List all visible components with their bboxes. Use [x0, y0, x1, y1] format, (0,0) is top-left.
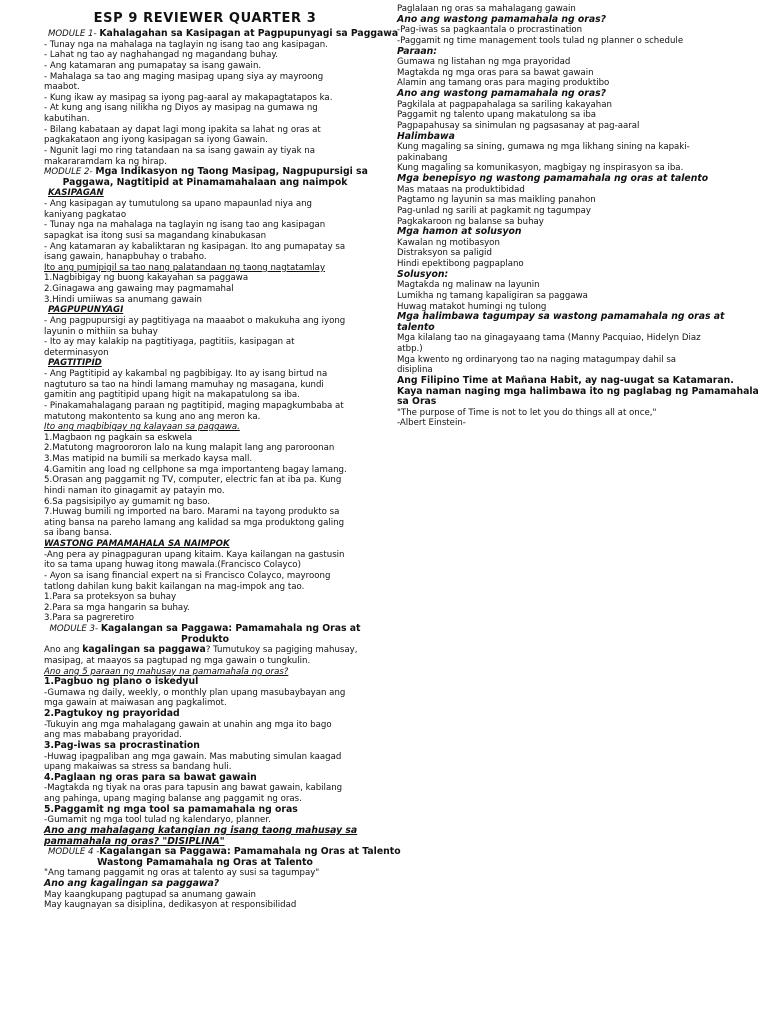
text-line: [44, 571, 366, 582]
text-run: -Gumamit ng mga tool tulad ng kalendaryo, planner.: [44, 815, 271, 826]
text-line: [44, 475, 366, 486]
text-line: [44, 72, 366, 83]
text-line: [44, 61, 366, 72]
text-run: 4.Gamitin ang load ng cellphone sa mga importanteng bagay lamang.: [44, 464, 347, 475]
text-line: [44, 507, 366, 518]
text-run: Paraan:: [397, 45, 437, 57]
text-run: Lumikha ng tamang kapaligiran sa paggawa: [397, 290, 588, 301]
text-run: Magtakda ng mga oras para sa bawat gawain: [397, 67, 594, 78]
text-line: [44, 454, 366, 465]
text-run: pakinabang: [397, 152, 448, 163]
text-line: [44, 369, 366, 380]
text-run: tatlong dahilan kung bakit kailangan na mag-impok ang tao.: [44, 581, 305, 592]
section-heading: [44, 358, 366, 369]
text-line: [44, 337, 366, 348]
text-line: [44, 412, 366, 423]
text-line: [44, 465, 366, 476]
text-line: [44, 125, 366, 136]
text-line: [44, 252, 366, 263]
text-run: Gumawa ng listahan ng mga prayoridad: [397, 57, 571, 68]
text-run: Magtakda ng malinaw na layunin: [397, 280, 540, 291]
text-run: Distraksyon sa paligid: [397, 248, 492, 259]
text-line: [397, 385, 759, 398]
text-line: [44, 890, 366, 901]
text-run: 4.Paglaan ng oras para sa bawat gawain: [44, 771, 257, 783]
text-run: MODULE 1-: [48, 29, 100, 39]
text-run: PAGTITIPID: [48, 358, 102, 369]
text-run: "The purpose of Time is not to let you do things all at once,": [397, 407, 657, 418]
text-run: sa ibang bansa.: [44, 528, 112, 539]
text-run: MODULE 3-: [49, 624, 101, 634]
text-line: [397, 57, 732, 68]
text-run: sa Oras: [397, 396, 437, 408]
subheading: [397, 15, 732, 26]
text-run: Solusyon:: [397, 268, 449, 280]
text-run: Halimbawa: [397, 130, 455, 142]
text-line: [44, 231, 366, 242]
text-run: kagalingan sa paggawa: [82, 644, 206, 656]
text-run: May kaugnayan sa disiplina, dedikasyon at responsibilidad: [44, 900, 297, 911]
text-line: [44, 135, 366, 146]
text-run: Mga Indikasyon ng Taong Masipag, Nagpupursigi sa: [95, 166, 368, 178]
text-line: [44, 390, 366, 401]
text-run: 2.Matutong magroororon lalo na kung malapit lang ang paroroonan: [44, 443, 335, 454]
left-column: [44, 8, 401, 911]
text-line: [397, 418, 732, 429]
numbered-subheading: [44, 741, 366, 752]
subheading: [397, 270, 732, 281]
numbered-subheading: [44, 709, 366, 720]
text-run: upang makaiwas sa stress sa bandang huli.: [44, 762, 232, 773]
text-run: 1.Magbaon ng pagkain sa eskwela: [44, 432, 193, 443]
text-run: Wastong Pamamahala ng Oras at Talento: [97, 856, 313, 868]
text-run: Ito ang magbibigay ng kalayaan sa paggawa.: [44, 422, 240, 433]
text-run: WASTONG PAMAMAHALA SA NAIMPOK: [44, 539, 230, 549]
subheading: [397, 47, 732, 58]
text-run: Kagalangan sa Paggawa: Pamamahala ng Oras at: [100, 623, 361, 634]
text-run: Kagalangan sa Paggawa: Pamamahala ng Oras at Talento: [99, 846, 401, 858]
text-line: [44, 82, 366, 93]
text-run: - Ang Pagtitipid ay kakambal ng pagbibigay. Ito ay isang birtud na: [44, 369, 328, 379]
text-run: -Ang pera ay pinagpaguran upang kitaim. Kaya kailangan na gastusin: [44, 549, 345, 560]
text-run: 5.Orasan ang paggamit ng TV, computer, electric fan at iba pa. Kung: [44, 475, 342, 486]
text-run: Ano ang mahalagang katangian ng isang taong mahusay sa: [44, 824, 358, 836]
text-run: sapagkat isa itong susi sa magandang kinabukasan: [44, 230, 267, 241]
text-line: [397, 110, 732, 121]
text-line: [44, 720, 366, 731]
text-run: MODULE 2-: [44, 167, 96, 178]
text-run: layunin o mithiin sa buhay: [44, 326, 158, 337]
text-run: PAGPUPUNYAGI: [48, 305, 124, 316]
text-run: Pag-unlad ng sarili at pagkamit ng tagumpay: [397, 205, 592, 216]
text-run: gamitin ang pagtitipid upang higit na makapatulong sa iba.: [44, 390, 300, 401]
text-line: [44, 645, 366, 656]
text-line: [44, 40, 366, 51]
numbered-subheading: [44, 677, 366, 688]
text-run: -Tukuyin ang mga mahalagang gawain at unahin ang mga ito bago: [44, 719, 332, 730]
text-line: [397, 344, 732, 355]
text-run: Pagpapahusay sa sinimulan ng pagsasanay at pag-aaral: [397, 120, 640, 131]
text-run: Ano ang: [44, 645, 83, 656]
text-line: [397, 248, 732, 259]
text-line: [44, 582, 366, 593]
text-run: Kung magaling sa komunikasyon, magbigay ng inspirasyon sa iba.: [397, 163, 684, 174]
text-run: - Ang pagpupursigi ay pagtitiyaga na maaabot o makukuha ang iyong: [44, 315, 346, 326]
text-run: Mga benepisyo ng wastong pamamahala ng oras at talento: [397, 173, 709, 184]
text-line: [44, 327, 366, 338]
text-run: Ano ang kagalingan sa paggawa?: [44, 878, 220, 889]
text-run: Mga kilalang tao na ginagayaang tama (Manny Pacquiao, Hidelyn Diaz: [397, 333, 701, 344]
text-line: [397, 68, 732, 79]
text-run: - Tunay nga na mahalaga na taglayin ng isang tao ang kasipagan: [44, 220, 326, 231]
right-column-lines: [397, 4, 759, 429]
text-run: nagtuturo sa tao na hindi lamang mamuhay ng masagana, kundi: [44, 379, 324, 390]
text-line: [44, 348, 366, 359]
text-run: - Mahalaga sa tao ang maging masipag upang siya ay mayroong: [44, 71, 324, 82]
text-line: [44, 900, 366, 911]
text-run: hindi naman ito ginagamit ay patayin mo.: [44, 485, 225, 496]
text-line: [397, 291, 732, 302]
text-run: Mga halimbawa tagumpay sa wastong pamamahala ng oras at: [397, 311, 725, 323]
text-run: Mga hamon at solusyon: [397, 226, 522, 238]
text-run: - Ang kasipagan ay tumutulong sa upano mapaunlad niya ang: [44, 199, 312, 209]
text-run: Produkto: [180, 633, 230, 645]
section-heading: [44, 305, 366, 316]
text-run: 1.Pagbuo ng plano o iskedyul: [44, 676, 199, 688]
text-run: Paggawa, Nagtitipid at Pinamamahalaan ang naimpok: [62, 176, 348, 188]
text-line: [44, 401, 366, 412]
text-line: [397, 238, 732, 249]
text-run: masipag, at maayos sa pagtupad ng mga gawain o tungkulin.: [44, 655, 311, 666]
text-run: -Huwag ipagpaliban ang mga gawain. Mas mabuting simulan kaagad: [44, 751, 342, 762]
text-run: - Lahat ng tao ay naghahangad ng magandang buhay.: [44, 50, 278, 61]
text-line: [44, 603, 366, 614]
text-run: ating bansa na pareho lamang ang kalidad sa mga produktong galing: [44, 517, 345, 528]
text-run: Ano ang wastong pamamahala ng oras?: [397, 88, 607, 99]
text-line: [397, 25, 732, 36]
text-line: [44, 210, 366, 221]
text-run: Alamin ang tamang oras para maging produktibo: [397, 78, 610, 89]
text-line: [44, 284, 366, 295]
text-line: [397, 280, 732, 291]
text-run: 3.Pag-iwas sa procrastination: [44, 739, 200, 751]
text-line: [397, 355, 732, 366]
numbered-subheading: [44, 773, 366, 784]
text-line: [44, 273, 366, 284]
subheading: [397, 312, 732, 323]
text-run: Kung magaling sa sining, gumawa ng mga likhang sining na kapaki-: [397, 142, 690, 153]
text-line: [44, 316, 366, 327]
text-run: - Kung ikaw ay masipag sa iyong pag-aaral ay makapagtatapos ka.: [44, 92, 333, 103]
text-run: Ano ang wastong pamamahala ng oras?: [397, 13, 607, 25]
subheading: [397, 174, 732, 185]
text-run: May kaangkupang pagtupad sa anumang gawain: [44, 889, 256, 900]
text-run: 2.Ginagawa ang gawaing may pagmamahal: [44, 284, 234, 294]
text-line: [397, 408, 732, 419]
text-line: [44, 497, 366, 508]
text-run: Kawalan ng motibasyon: [397, 237, 500, 248]
text-line: [397, 333, 732, 344]
text-line: [44, 550, 366, 561]
text-line: [44, 592, 366, 603]
text-line: [44, 50, 366, 61]
text-line: [397, 142, 732, 153]
text-line: [44, 380, 366, 391]
subheading: [397, 132, 732, 143]
text-run: makararamdam ka ng hirap.: [44, 156, 167, 167]
document-title: ESP 9 REVIEWER QUARTER 3: [93, 11, 317, 26]
text-line: [397, 100, 732, 111]
text-run: 1.Nagbibigay ng buong kakayahan sa paggawa: [44, 273, 249, 284]
subheading: [44, 879, 366, 890]
text-run: Kaya naman naging mga halimbawa ito ng paglabag ng Pamamahala: [397, 385, 759, 397]
text-run: disiplina: [397, 365, 433, 376]
text-run: - Bilang kabataan ay dapat lagi mong ipakita sa lahat ng oras at: [44, 124, 321, 135]
text-run: Mas mataas na produktibidad: [397, 184, 525, 195]
text-run: - Ngunit lagi mo ring tatandaan na sa isang gawain ay tiyak na: [44, 145, 316, 156]
text-run: "Ang tamang paggamit ng oras at talento ay susi sa tagumpay": [44, 868, 320, 879]
text-run: ang pahinga, upang maging balanse ang paggamit ng oras.: [44, 794, 302, 804]
text-line: [44, 114, 366, 125]
text-line: [44, 518, 366, 529]
text-run: - Tunay nga na mahalaga na taglayin ng isang tao ang kasipagan.: [44, 39, 328, 50]
text-line: [44, 688, 366, 699]
text-line: [44, 93, 366, 104]
text-line: [44, 103, 366, 114]
text-line: [44, 178, 366, 189]
section-heading: [44, 539, 366, 550]
left-column-lines: [44, 28, 401, 911]
text-run: Ano ang 5 paraan ng mahusay na pamamahala ng oras?: [44, 666, 289, 677]
text-run: Kahalagahan sa Kasipagan at Pagpupunyagi sa Paggawa: [99, 28, 399, 39]
section-heading: [44, 188, 366, 199]
text-line: [397, 397, 732, 408]
text-line: [44, 433, 366, 444]
text-run: 2.Pagtukoy ng prayoridad: [44, 708, 180, 719]
text-run: talento: [397, 321, 435, 333]
subheading: [397, 89, 732, 100]
text-run: -Magtakda ng tiyak na oras para tapusin ang bawat gawain, kabilang: [44, 783, 343, 794]
text-run: Paggamit ng talento upang makatulong sa iba: [397, 110, 597, 121]
text-line: [44, 656, 366, 667]
text-line: [44, 783, 366, 794]
text-run: 6.Sa pagsisipilyo ay gumamit ng baso.: [44, 496, 211, 507]
text-run: Mga kwento ng ordinaryong tao na naging matagumpay dahil sa: [397, 354, 677, 365]
text-run: MODULE 4 -: [48, 847, 100, 858]
text-run: 2.Para sa mga hangarin sa buhay.: [44, 602, 190, 613]
text-run: 3.Mas matipid na bumili sa merkado kaysa mall.: [44, 454, 253, 464]
text-run: - Ito ay may kalakip na pagtitiyaga, pagtitiis, kasipagan at: [44, 337, 295, 348]
text-run: Hindi epektibong pagpaplano: [397, 259, 524, 269]
text-run: Pagkakaroon ng balanse sa buhay: [397, 216, 544, 227]
text-run: Huwag matakot humingi ng tulong: [397, 301, 547, 312]
text-run: Ang Filipino Time at Mañana Habit, ay nag-uugat sa Katamaran.: [397, 374, 734, 386]
text-line: [44, 752, 366, 763]
text-run: 3.Para sa pagreretiro: [44, 613, 135, 624]
text-line: [44, 858, 366, 869]
text-line: [44, 422, 366, 433]
text-run: atbp.): [397, 344, 423, 354]
text-run: - Ang katamaran ay kabaliktaran ng kasipagan. Ito ang pumapatay sa: [44, 241, 346, 252]
text-line: [44, 295, 366, 306]
text-line: [44, 528, 366, 539]
text-run: ? Tumutukoy sa pagiging mahusay,: [205, 645, 358, 656]
text-run: kaniyang pagkatao: [44, 209, 127, 220]
text-run: -Gumawa ng daily, weekly, o monthly plan upang masubaybayan ang: [44, 687, 346, 698]
text-line: [44, 486, 366, 497]
text-run: ito sa tama upang huwag itong mawala.(Francisco Colayco): [44, 560, 301, 571]
text-run: Ito ang pumipigil sa tao nang palatandaan ng taong nagtatamlay: [44, 262, 326, 273]
text-run: mga gawain at maiwasan ang pagkalimot.: [44, 698, 227, 709]
text-run: -Paggamit ng time management tools tulad ng planner o schedule: [397, 35, 684, 46]
text-line: [397, 153, 732, 164]
text-line: [397, 195, 732, 206]
text-line: [44, 199, 366, 210]
text-run: 1.Para sa proteksyon sa buhay: [44, 592, 177, 603]
numbered-subheading: [44, 805, 366, 816]
text-run: ang mas mababang prayoridad.: [44, 730, 182, 741]
text-line: [44, 146, 366, 157]
text-run: Paglalaan ng oras sa mahalagang gawain: [397, 4, 576, 14]
text-run: - Pinakamahalagang paraan ng pagtitipid, maging mapagkumbaba at: [44, 400, 344, 411]
text-run: KASIPAGAN: [48, 188, 104, 199]
module-heading: [44, 28, 399, 40]
text-run: - At kung ang isang nilikha ng Diyos ay masipag na gumawa ng: [44, 103, 318, 114]
text-run: 5.Paggamit ng mga tool sa pamamahala ng oras: [44, 803, 298, 815]
text-run: 7.Huwag bumili ng imported na baro. Marami na tayong produkto sa: [44, 507, 340, 518]
text-run: - Ayon sa isang financial expert na si Francisco Colayco, mayroong: [44, 570, 331, 581]
text-run: 3.Hindi umiiwas sa anumang gawain: [44, 294, 202, 305]
text-run: kabutihan.: [44, 114, 90, 124]
text-run: - Ang katamaran ang pumapatay sa isang gawain.: [44, 60, 262, 71]
text-line: [44, 263, 366, 274]
text-line: [44, 220, 366, 231]
text-run: maabot.: [44, 82, 80, 93]
text-run: -Albert Einstein-: [397, 418, 466, 429]
text-run: isang gawain, hanapbuhay o trabaho.: [44, 252, 207, 263]
text-run: Pagkilala at pagpapahalaga sa sariling kakayahan: [397, 99, 612, 110]
text-run: pagkakataon ang iyong kasipagan sa iyong Gawain.: [44, 135, 268, 146]
text-run: determinasyon: [44, 347, 109, 358]
text-line: [397, 206, 732, 217]
subheading: [397, 323, 732, 334]
text-run: pamamahala ng oras? "DISIPLINA": [44, 835, 225, 847]
subheading: [397, 227, 732, 238]
text-line: [397, 185, 732, 196]
text-run: -Pag-iwas sa pagkaantala o procrastination: [397, 25, 583, 36]
text-run: Pagtamo ng layunin sa mas maikling panahon: [397, 195, 596, 206]
right-column: [397, 4, 759, 429]
text-line: [44, 242, 366, 253]
text-line: [44, 443, 366, 454]
text-line: [397, 36, 732, 47]
text-line: [44, 560, 366, 571]
text-run: matutong makontento sa kung ano ang meron ka.: [44, 411, 261, 422]
